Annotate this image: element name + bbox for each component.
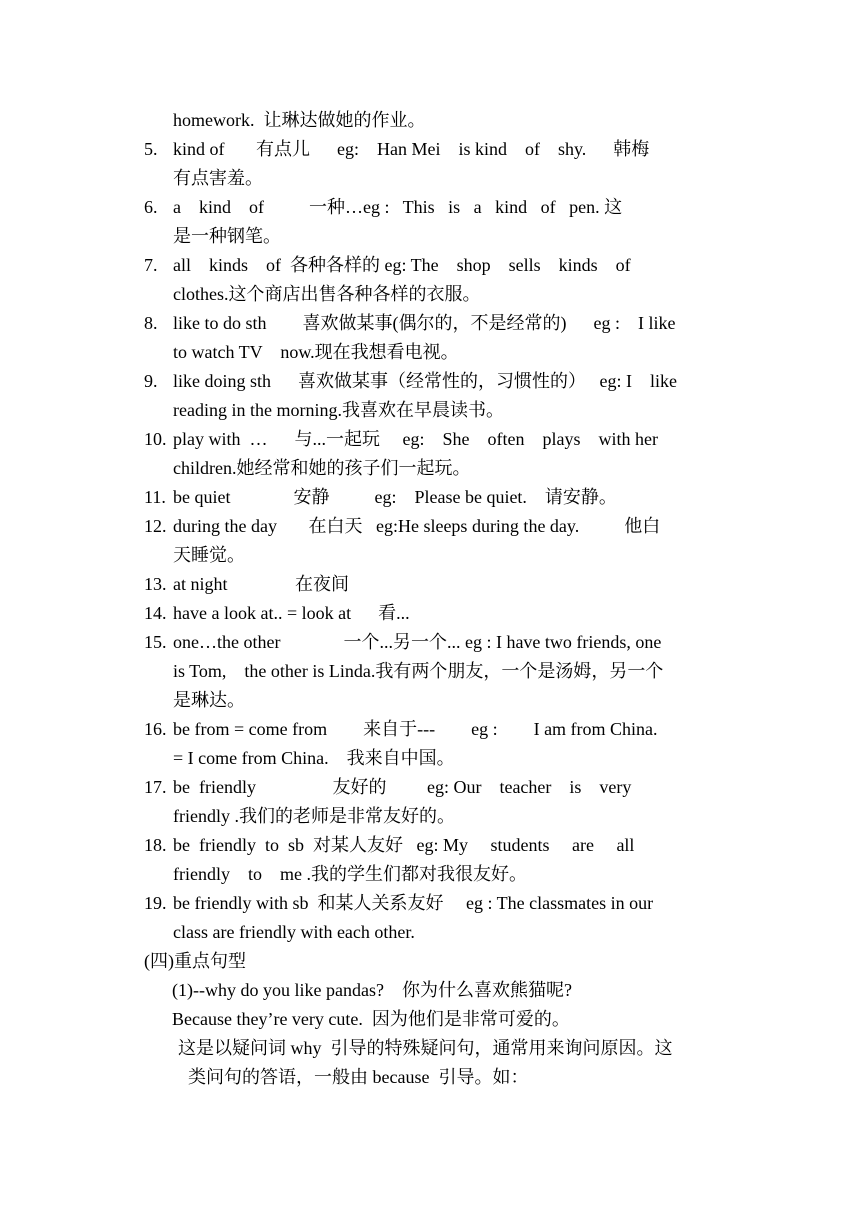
text-line: be friendly with sb 和某人关系友好 eg : The classmates in our <box>173 893 654 913</box>
text-line: one…the other 一个...另一个... eg : I have two friends, one <box>173 632 662 652</box>
text-line: is Tom, the other is Linda.我有两个朋友，一个是汤姆，另一个 <box>173 661 664 681</box>
text-line: be quiet 安静 eg: Please be quiet. 请安静。 <box>173 487 617 507</box>
text-line: be friendly to sb 对某人友好 eg: My students are all <box>173 835 635 855</box>
text-line: clothes.这个商店出售各种各样的衣服。 <box>173 284 481 304</box>
text-line: have a look at.. = look at 看... <box>173 603 410 623</box>
text-line: friendly .我们的老师是非常友好的。 <box>173 806 455 826</box>
text-line: 类问句的答语，一般由 because 引导。如： <box>188 1067 529 1087</box>
text-line: during the day 在白天 eg:He sleeps during the day. 他白 <box>173 516 661 536</box>
item-number: 5. <box>144 139 158 159</box>
item-number: 17. <box>144 777 167 797</box>
text-line: be friendly 友好的 eg: Our teacher is very <box>173 777 632 797</box>
item-number: 13. <box>144 574 167 594</box>
item-number: 12. <box>144 516 167 536</box>
item-number: 18. <box>144 835 167 855</box>
item-number: 6. <box>144 197 158 217</box>
item-number: 19. <box>144 893 167 913</box>
text-line: 天睡觉。 <box>173 545 245 565</box>
text-line: 这是以疑问词 why 引导的特殊疑问句，通常用来询问原因。这 <box>178 1038 673 1058</box>
text-line: reading in the morning.我喜欢在早晨读书。 <box>173 400 504 420</box>
text-line: homework. 让琳达做她的作业。 <box>173 110 426 130</box>
text-line: at night 在夜间 <box>173 574 349 594</box>
item-number: 11. <box>144 487 166 507</box>
text-line: like doing sth 喜欢做某事（经常性的，习惯性的） eg: I like <box>173 371 677 391</box>
text-line: be from = come from 来自于--- eg : I am from China. <box>173 719 658 739</box>
text-line: 是琳达。 <box>173 690 245 710</box>
text-line: children.她经常和她的孩子们一起玩。 <box>173 458 471 478</box>
text-line: to watch TV now.现在我想看电视。 <box>173 342 459 362</box>
item-number: 16. <box>144 719 167 739</box>
text-line: Because they’re very cute. 因为他们是非常可爱的。 <box>172 1009 570 1029</box>
text-line: friendly to me .我的学生们都对我很友好。 <box>173 864 527 884</box>
item-number: 10. <box>144 429 167 449</box>
text-line: play with … 与...一起玩 eg: She often plays with her <box>173 429 658 449</box>
item-number: 9. <box>144 371 158 391</box>
text-line: = I come from China. 我来自中国。 <box>173 748 455 768</box>
text-line: like to do sth 喜欢做某事(偶尔的，不是经常的) eg : I like <box>173 313 676 333</box>
item-number: 7. <box>144 255 158 275</box>
item-number: 14. <box>144 603 167 623</box>
text-line: (1)--why do you like pandas? 你为什么喜欢熊猫呢? <box>172 980 572 1000</box>
text-line: a kind of 一种…eg : This is a kind of pen. 这 <box>173 197 623 217</box>
item-number: 15. <box>144 632 167 652</box>
text-line: 是一种钢笔。 <box>173 226 281 246</box>
text-line: class are friendly with each other. <box>173 922 415 942</box>
text-line: all kinds of 各种各样的 eg: The shop sells kinds of <box>173 255 631 275</box>
text-line: 有点害羞。 <box>173 168 263 188</box>
text-line: kind of 有点儿 eg: Han Mei is kind of shy. 韩梅 <box>173 139 650 159</box>
section-heading: (四)重点句型 <box>144 951 246 971</box>
item-number: 8. <box>144 313 158 333</box>
